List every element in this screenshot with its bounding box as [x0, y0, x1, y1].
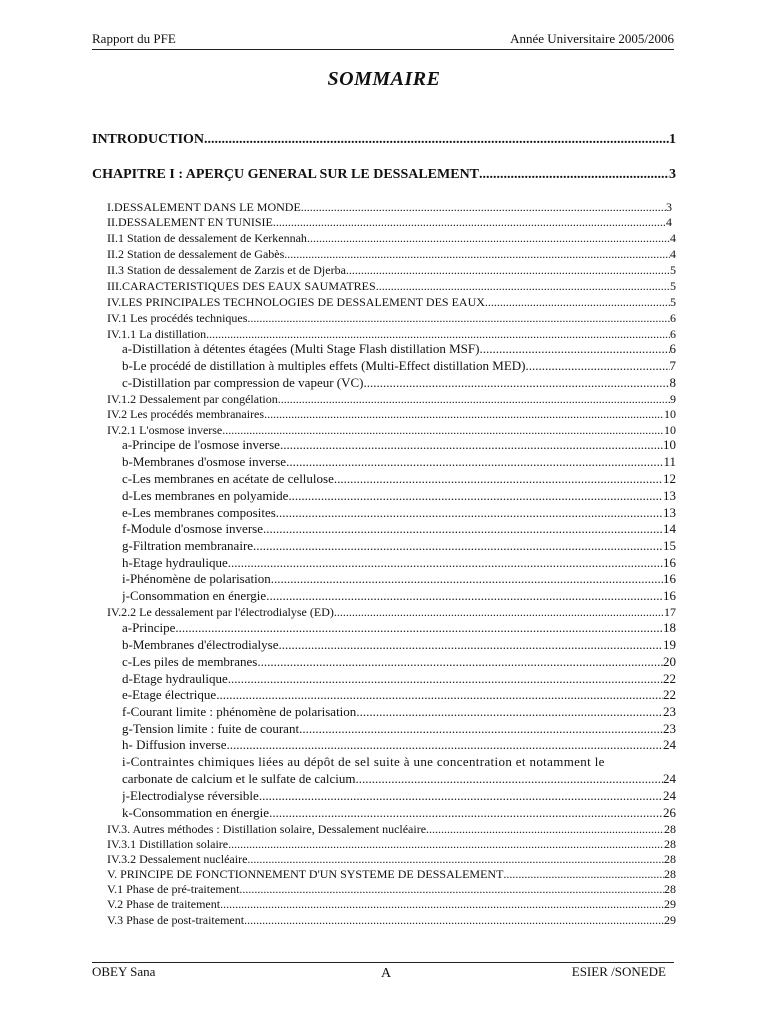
header-report-label: Rapport du PFE — [92, 31, 176, 46]
toc-entry-title: a-Distillation à détentes étagées (Multi Stage Flash distillation MSF) — [122, 341, 480, 356]
toc-entry-title: II.3 Station de dessalement de Zarzis et de Djerba — [107, 263, 346, 277]
toc-entry-page: 28 — [664, 822, 676, 836]
toc-entry-title: IV.2.2 Le dessalement par l'électrodialyse (ED) — [107, 605, 334, 619]
toc-leader-dots — [257, 654, 663, 670]
toc-entry-page: 4 — [670, 231, 676, 245]
toc-entry-title: II.1 Station de dessalement de Kerkennah — [107, 231, 307, 245]
toc-leader-dots — [526, 358, 670, 374]
toc-entry-title: g-Filtration membranaire — [122, 538, 254, 553]
toc-entry-page: 14 — [663, 521, 676, 536]
toc-entry-title: i-Phénomène de polarisation — [122, 571, 271, 586]
toc-leader-dots — [271, 571, 663, 587]
toc-entry-page: 28 — [664, 837, 676, 851]
toc-entry — [122, 375, 676, 391]
toc-leader-dots — [278, 637, 663, 653]
toc-entry-title: i-Contraintes chimiques liées au dépôt de sel suite à une concentration et notamment le — [122, 754, 605, 769]
toc-leader-dots — [228, 555, 663, 571]
page-header — [92, 31, 674, 50]
toc-entry — [92, 132, 676, 148]
toc-entry — [122, 358, 676, 374]
toc-leader-dots — [485, 295, 670, 310]
toc-entry-title: carbonate de calcium et le sulfate de calcium — [122, 771, 356, 786]
toc-entry — [107, 263, 676, 278]
toc-entry-page: 28 — [664, 867, 676, 881]
toc-entry — [122, 505, 676, 521]
header-year-label: Année Universitaire 2005/2006 — [510, 31, 674, 46]
toc-leader-dots — [278, 392, 670, 407]
toc-entry — [107, 913, 676, 928]
toc-leader-dots — [220, 897, 664, 912]
toc-entry — [122, 737, 676, 753]
toc-entry-page: 3 — [666, 200, 672, 214]
toc-entry — [107, 200, 672, 215]
toc-leader-dots — [334, 605, 664, 620]
footer-author: OBEY Sana — [92, 964, 156, 979]
toc-entry-page: 28 — [664, 852, 676, 866]
toc-entry-title: h- Diffusion inverse — [122, 737, 227, 752]
toc-entry — [122, 488, 676, 504]
page-title: SOMMAIRE — [327, 68, 441, 90]
toc-entry — [107, 837, 676, 852]
toc-leader-dots — [228, 671, 663, 687]
toc-entry-page: 1 — [669, 132, 676, 147]
footer-organization: ESIER /SONEDE — [571, 964, 666, 979]
footer-page-letter: A — [381, 966, 392, 981]
toc-entry — [107, 423, 676, 438]
toc-leader-dots — [276, 505, 663, 521]
toc-entry-title: IV.3.2 Dessalement nucléaire — [107, 852, 248, 866]
toc-entry-title: j-Consommation en énergie — [122, 588, 267, 603]
toc-entry-title: IV.2 Les procédés membranaires — [107, 407, 265, 421]
toc-entry-title: INTRODUCTION — [92, 132, 205, 147]
toc-entry-title: b-Membranes d'électrodialyse — [122, 637, 279, 652]
toc-leader-dots — [346, 263, 670, 278]
toc-entry-title: II.2 Station de dessalement de Gabès — [107, 247, 285, 261]
toc-entry — [122, 788, 676, 804]
toc-entry-title: k-Consommation en énergie — [122, 805, 270, 820]
toc-entry-title: d-Les membranes en polyamide — [122, 488, 289, 503]
toc-leader-dots — [479, 167, 669, 183]
toc-entry — [122, 721, 676, 737]
toc-leader-dots — [269, 805, 663, 821]
toc-entry — [122, 654, 676, 670]
toc-leader-dots — [356, 704, 663, 720]
toc-leader-dots — [222, 423, 664, 438]
toc-entry-page: 20 — [663, 654, 676, 669]
toc-leader-dots — [426, 822, 664, 837]
toc-entry — [107, 247, 676, 262]
toc-entry — [122, 771, 676, 787]
toc-entry-page: 11 — [663, 454, 676, 469]
toc-entry-title: f-Courant limite : phénomène de polarisation — [122, 704, 357, 719]
toc-entry-title: I.DESSALEMENT DANS LE MONDE — [107, 200, 301, 214]
toc-entry-page: 12 — [663, 471, 676, 486]
toc-entry — [107, 327, 676, 342]
toc-entry-title: IV.3.1 Distillation solaire — [107, 837, 229, 851]
toc-entry-title: g-Tension limite : fuite de courant — [122, 721, 300, 736]
toc-entry-page: 7 — [669, 358, 676, 373]
toc-entry-title: IV.1 Les procédés techniques — [107, 311, 248, 325]
toc-entry — [107, 882, 676, 897]
toc-leader-dots — [239, 882, 664, 897]
toc-entry-page: 8 — [669, 375, 676, 390]
toc-entry-title: e-Les membranes composites — [122, 505, 276, 520]
toc-entry-page: 19 — [663, 637, 676, 652]
toc-entry-page: 5 — [670, 263, 676, 277]
toc-entry — [107, 279, 676, 294]
toc-leader-dots — [286, 454, 663, 470]
toc-leader-dots — [175, 620, 663, 636]
toc-entry — [107, 311, 676, 326]
toc-entry-page: 22 — [663, 687, 676, 702]
toc-entry-title: a-Principe — [122, 620, 176, 635]
toc-entry-page: 15 — [663, 538, 676, 553]
toc-entry — [122, 637, 676, 653]
toc-entry — [107, 897, 676, 912]
toc-leader-dots — [376, 279, 670, 294]
toc-entry-page: 10 — [664, 423, 676, 437]
toc-leader-dots — [244, 913, 664, 928]
toc-leader-dots — [266, 588, 663, 604]
toc-entry-title: a-Principe de l'osmose inverse — [122, 437, 280, 452]
toc-entry-page: 29 — [664, 897, 676, 911]
toc-leader-dots — [280, 437, 663, 453]
toc-entry — [107, 822, 676, 837]
toc-entry-page: 6 — [670, 327, 676, 341]
toc-leader-dots — [301, 200, 666, 215]
toc-leader-dots — [364, 375, 670, 391]
toc-leader-dots — [299, 721, 663, 737]
toc-entry — [122, 454, 676, 470]
toc-leader-dots — [307, 231, 670, 246]
toc-entry — [122, 671, 676, 687]
toc-entry-title: IV.LES PRINCIPALES TECHNOLOGIES DE DESSALEMENT DES EAUX — [107, 295, 485, 309]
toc-leader-dots — [247, 852, 664, 867]
toc-entry-page: 4 — [666, 215, 672, 229]
toc-entry — [122, 805, 676, 821]
toc-entry-title: V. PRINCIPE DE FONCTIONNEMENT D'UN SYSTEME DE DESSALEMENT — [107, 867, 504, 881]
toc-entry — [107, 295, 676, 310]
toc-entry — [122, 588, 676, 604]
toc-entry — [122, 754, 676, 770]
toc-entry-title: V.1 Phase de pré-traitement — [107, 882, 240, 896]
toc-leader-dots — [264, 407, 664, 422]
toc-entry-title: IV.3. Autres méthodes : Distillation solaire, Dessalement nucléaire — [107, 822, 427, 836]
toc-entry-title: b-Membranes d'osmose inverse — [122, 454, 287, 469]
toc-entry — [107, 605, 676, 620]
toc-leader-dots — [263, 521, 663, 537]
toc-entry-page: 4 — [670, 247, 676, 261]
toc-entry — [122, 555, 676, 571]
toc-entry — [122, 471, 676, 487]
toc-entry-page: 23 — [663, 704, 676, 719]
page-footer — [92, 962, 674, 979]
toc-entry-page: 6 — [669, 341, 676, 356]
toc-entry-title: II.DESSALEMENT EN TUNISIE — [107, 215, 273, 229]
toc-entry-title: c-Les membranes en acétate de cellulose — [122, 471, 334, 486]
toc-entry — [122, 687, 676, 703]
toc-leader-dots — [247, 311, 670, 326]
toc-entry — [107, 852, 676, 867]
toc-entry-title: III.CARACTERISTIQUES DES EAUX SAUMATRES — [107, 279, 376, 293]
toc-entry-page: 5 — [670, 295, 676, 309]
toc-leader-dots — [503, 867, 664, 882]
toc-entry-title: b-Le procédé de distillation à multiples effets (Multi-Effect distillation MED) — [122, 358, 526, 373]
toc-leader-dots — [479, 341, 669, 357]
toc-entry-title: c-Les piles de membranes — [122, 654, 258, 669]
toc-entry-page: 10 — [664, 407, 676, 421]
toc-entry-title: d-Etage hydraulique — [122, 671, 228, 686]
toc-entry-title: IV.1.1 La distillation — [107, 327, 207, 341]
toc-leader-dots — [253, 538, 663, 554]
toc-entry — [107, 392, 676, 407]
toc-entry — [122, 704, 676, 720]
toc-entry-page: 17 — [664, 605, 676, 619]
toc-entry-page: 24 — [663, 788, 676, 803]
toc-leader-dots — [216, 687, 663, 703]
toc-leader-dots — [259, 788, 663, 804]
toc-entry — [107, 231, 676, 246]
toc-leader-dots — [226, 737, 663, 753]
toc-leader-dots — [204, 132, 669, 148]
toc-entry — [107, 867, 676, 882]
toc-entry-title: h-Etage hydraulique — [122, 555, 228, 570]
toc-entry — [107, 407, 676, 422]
toc-entry-page: 26 — [663, 805, 676, 820]
toc-entry-page: 24 — [663, 737, 676, 752]
toc-entry-page: 16 — [663, 555, 676, 570]
toc-entry-page: 3 — [669, 167, 676, 182]
toc-entry-page: 16 — [663, 588, 676, 603]
toc-entry-page: 28 — [664, 882, 676, 896]
toc-leader-dots — [284, 247, 670, 262]
toc-entry-title: c-Distillation par compression de vapeur (VC) — [122, 375, 364, 390]
toc-leader-dots — [273, 215, 666, 230]
toc-entry — [122, 341, 676, 357]
toc-entry-title: j-Electrodialyse réversible — [122, 788, 259, 803]
toc-entry — [122, 571, 676, 587]
toc-entry-page: 10 — [663, 437, 676, 452]
toc-entry-page: 23 — [663, 721, 676, 736]
toc-leader-dots — [334, 471, 663, 487]
toc-entry-page: 13 — [663, 488, 676, 503]
toc-entry-page: 29 — [664, 913, 676, 927]
toc-entry-page: 24 — [663, 771, 676, 786]
toc-entry-title: CHAPITRE I : APERÇU GENERAL SUR LE DESSALEMENT — [92, 167, 480, 182]
toc-entry-title: V.2 Phase de traitement — [107, 897, 221, 911]
toc-entry-page: 9 — [670, 392, 676, 406]
toc-entry-page: 22 — [663, 671, 676, 686]
toc-entry — [122, 538, 676, 554]
toc-entry — [92, 167, 676, 183]
toc-entry-page: 18 — [663, 620, 676, 635]
toc-entry-page: 5 — [670, 279, 676, 293]
toc-entry-page: 13 — [663, 505, 676, 520]
toc-entry — [122, 437, 676, 453]
toc-entry — [122, 620, 676, 636]
toc-entry-title: e-Etage électrique — [122, 687, 217, 702]
toc-entry-page: 6 — [670, 311, 676, 325]
toc-entry-page: 16 — [663, 571, 676, 586]
toc-entry — [122, 521, 676, 537]
toc-entry-title: V.3 Phase de post-traitement — [107, 913, 245, 927]
toc-entry-title: IV.2.1 L'osmose inverse — [107, 423, 223, 437]
toc-leader-dots — [228, 837, 664, 852]
toc-leader-dots — [288, 488, 663, 504]
toc-entry-title: f-Module d'osmose inverse — [122, 521, 263, 536]
toc-leader-dots — [206, 327, 670, 342]
toc-entry-title: IV.1.2 Dessalement par congélation — [107, 392, 278, 406]
toc-entry — [107, 215, 672, 230]
toc-leader-dots — [356, 771, 663, 787]
